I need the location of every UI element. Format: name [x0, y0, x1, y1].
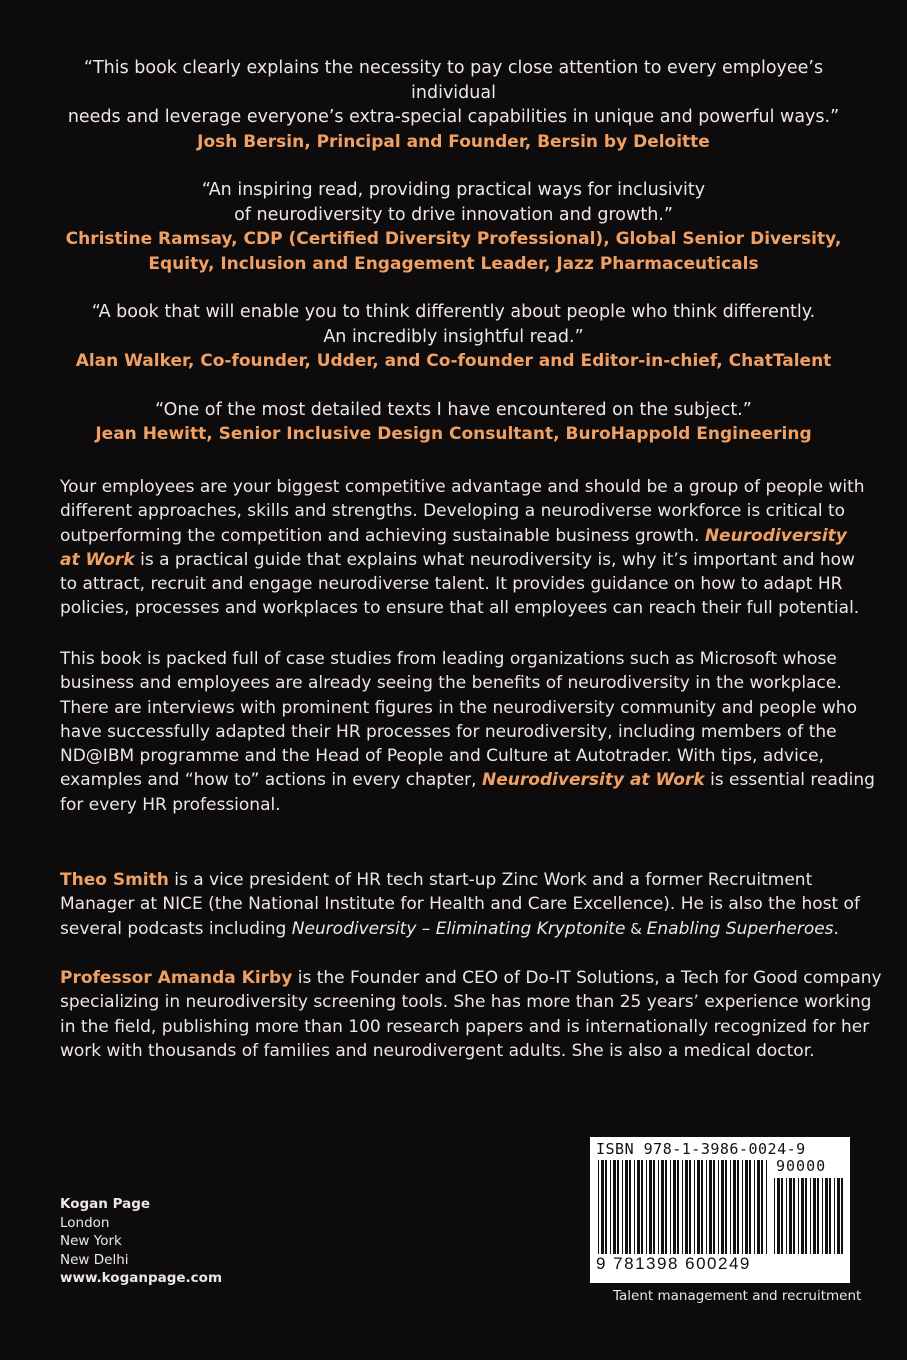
endorsements — [40, 56, 867, 471]
barcode-bar — [598, 1160, 599, 1254]
barcode-bar — [701, 1160, 703, 1254]
attribution-line: Alan Walker, Co-founder, Udder, and Co-founder and Editor-in-chief, ChatTalent — [75, 351, 832, 371]
text-line: Manager at NICE (the National Institute for Health and Care Excellence). He is also the host of — [60, 894, 860, 915]
barcode-bar — [649, 1160, 652, 1254]
quote-line: “One of the most detailed texts I have encountered on the subject.” — [155, 399, 752, 420]
text-run: outperforming the competition and achieving sustainable business growth. — [60, 525, 705, 546]
text-run: is the Founder and CEO of Do-IT Solutions, a Tech for Good company — [292, 968, 882, 988]
text-line: Your employees are your biggest competitive advantage and should be a group of people with — [60, 477, 865, 497]
barcode-bar — [646, 1160, 647, 1254]
barcode-bar — [834, 1178, 835, 1254]
barcode-bar — [673, 1160, 676, 1254]
text-run: several podcasts including — [60, 918, 292, 939]
isbn-label: ISBN 978-1-3986-0024-9 — [596, 1140, 806, 1158]
text-line: to attract, recruit and engage neurodiverse talent. It provides guidance on how to adapt HR — [60, 574, 843, 595]
barcode-bar — [634, 1160, 635, 1254]
barcode-bars — [598, 1160, 770, 1254]
barcode-bar — [629, 1160, 631, 1254]
barcode-bar — [697, 1160, 700, 1254]
publisher-city: New York — [60, 1233, 122, 1249]
barcode-bar — [829, 1178, 831, 1254]
text-line: in the field, publishing more than 100 research papers and is internationally recognized for her — [60, 1016, 870, 1037]
quote-attribution — [40, 422, 867, 447]
quote-text — [40, 398, 867, 423]
quote-line: “An inspiring read, providing practical ways for inclusivity — [201, 180, 706, 200]
barcode-bar — [761, 1160, 763, 1254]
quote-line: of neurodiversity to drive innovation and growth.” — [234, 204, 673, 225]
barcode-bar — [801, 1178, 804, 1254]
barcode-bar — [637, 1160, 640, 1254]
barcode-bar — [625, 1160, 628, 1254]
endorsement-quote — [40, 56, 867, 154]
addon-barcode-bars — [774, 1178, 844, 1254]
text-run: & — [625, 919, 647, 938]
barcode-bar — [610, 1160, 611, 1254]
barcode-bar — [749, 1160, 751, 1254]
barcode-bar — [757, 1160, 760, 1254]
barcode-bar — [661, 1160, 664, 1254]
barcode-bar — [718, 1160, 719, 1254]
text-line — [60, 868, 850, 892]
quote-attribution — [40, 227, 867, 276]
attribution-line: Christine Ramsay, CDP (Certified Diversity Professional), Global Senior Diversity, — [65, 229, 842, 249]
quote-attribution — [40, 130, 867, 155]
barcode-bar — [725, 1160, 727, 1254]
attribution-line: Jean Hewitt, Senior Inclusive Design Consultant, BuroHappold Engineering — [95, 424, 812, 444]
endorsement-quote — [40, 178, 867, 276]
quote-line: needs and leverage everyone’s extra-special capabilities in unique and powerful ways.” — [67, 107, 840, 127]
barcode-bar — [766, 1160, 767, 1254]
text-run: examples and “how to” actions in every chapter, — [60, 770, 482, 791]
endorsement-quote — [40, 398, 867, 447]
publisher-url: www.koganpage.com — [60, 1270, 223, 1286]
text-line — [60, 548, 855, 572]
text-run: is a vice president of HR tech start-up Zinc Work and a former Recruitment — [168, 870, 813, 890]
barcode-bar — [777, 1178, 780, 1254]
text-line: have successfully adapted their HR processes for neurodiversity, including members of the — [60, 721, 837, 742]
text-line: for every HR professional. — [60, 794, 281, 815]
barcode-bar — [713, 1160, 715, 1254]
text-run: is a practical guide that explains what neurodiversity is, why it’s important and how — [134, 549, 855, 570]
barcode-bar — [813, 1178, 816, 1254]
text-run: is essential reading — [704, 770, 875, 791]
text-run: . — [833, 918, 839, 939]
barcode-bar — [653, 1160, 655, 1254]
podcast-title: Enabling Superheroes — [646, 918, 834, 939]
barcode-bar — [682, 1160, 683, 1254]
book-title: at Work — [60, 549, 135, 570]
description-paragraph-2 — [60, 647, 875, 817]
text-line: This book is packed full of case studies from leading organizations such as Microsoft whose — [60, 649, 837, 669]
text-line — [60, 524, 850, 548]
barcode-bar — [730, 1160, 731, 1254]
barcode-bar — [665, 1160, 667, 1254]
publisher-name: Kogan Page — [60, 1196, 151, 1212]
barcode-bar — [774, 1178, 775, 1254]
barcode-bar — [670, 1160, 671, 1254]
author-bio-theo-smith — [60, 868, 860, 941]
publisher-city: New Delhi — [60, 1251, 129, 1268]
publisher-city: London — [60, 1214, 110, 1231]
barcode-bar — [622, 1160, 623, 1254]
barcode-bar — [805, 1178, 807, 1254]
barcode-bar — [721, 1160, 724, 1254]
ean-digits: 9 781398 600249 — [596, 1254, 751, 1273]
price-code: 90000 — [776, 1157, 827, 1175]
quote-attribution — [40, 349, 867, 374]
book-title: Neurodiversity — [704, 525, 847, 546]
barcode-bar — [745, 1160, 748, 1254]
text-line: specializing in neurodiversity screening tools. She has more than 25 years’ experience working — [60, 992, 872, 1013]
quote-line: An incredibly insightful read.” — [323, 326, 584, 347]
text-line: business and employees are already seeing the benefits of neurodiversity in the workplace. — [60, 673, 842, 694]
barcode-bar — [617, 1160, 619, 1254]
barcode-bar — [601, 1160, 604, 1254]
quote-text — [40, 178, 867, 227]
book-title: Neurodiversity at Work — [481, 770, 705, 791]
text-line: different approaches, skills and strengths. Developing a neurodiverse workforce is critical to — [60, 501, 846, 522]
description-paragraph-1 — [60, 475, 865, 621]
author-name: Theo Smith — [60, 870, 169, 890]
text-line: work with thousands of families and neurodivergent adults. She is also a medical doctor. — [60, 1040, 815, 1061]
barcode-bar — [789, 1178, 792, 1254]
barcode-bar — [781, 1178, 783, 1254]
barcode-bar — [605, 1160, 607, 1254]
author-bio-amanda-kirby — [60, 966, 882, 1063]
barcode-bar — [810, 1178, 811, 1254]
barcode-bar — [742, 1160, 743, 1254]
barcode-bar — [677, 1160, 679, 1254]
barcode-bar — [825, 1178, 828, 1254]
barcode-bar — [658, 1160, 659, 1254]
attribution-line: Josh Bersin, Principal and Founder, Bersin by Deloitte — [197, 131, 710, 152]
quote-line: “A book that will enable you to think differently about people who think differently. — [91, 302, 816, 322]
barcode-bar — [709, 1160, 712, 1254]
barcode-bar — [689, 1160, 691, 1254]
text-line: policies, processes and workplaces to ensure that all employees can reach their full potential. — [60, 598, 860, 619]
barcode-bar — [817, 1178, 819, 1254]
quote-line: “This book clearly explains the necessity to pay close attention to every employee’s individual — [83, 58, 824, 103]
barcode-bar — [613, 1160, 616, 1254]
barcode-bar — [841, 1178, 843, 1254]
text-line: ND@IBM programme and the Head of People and Culture at Autotrader. With tips, advice, — [60, 746, 824, 767]
barcode-bar — [793, 1178, 795, 1254]
barcode-bar — [694, 1160, 695, 1254]
quote-text — [40, 300, 867, 349]
publisher-info — [60, 1195, 222, 1288]
barcode-bar — [737, 1160, 739, 1254]
barcode-bar — [685, 1160, 688, 1254]
attribution-line: Equity, Inclusion and Engagement Leader, Jazz Pharmaceuticals — [148, 253, 759, 274]
barcode-bar — [733, 1160, 736, 1254]
barcode-bar — [754, 1160, 755, 1254]
barcode-bar — [641, 1160, 643, 1254]
barcode-bar — [706, 1160, 707, 1254]
text-line: There are interviews with prominent figures in the neurodiversity community and people who — [60, 697, 857, 718]
text-line — [60, 966, 882, 990]
author-name: Professor Amanda Kirby — [60, 968, 293, 988]
barcode-bar — [798, 1178, 799, 1254]
barcode-bar — [837, 1178, 840, 1254]
barcode-bar — [786, 1178, 787, 1254]
quote-text — [40, 56, 867, 130]
category-label: Talent management and recruitment — [613, 1288, 862, 1304]
text-line — [60, 768, 875, 792]
text-line — [60, 917, 850, 941]
endorsement-quote — [40, 300, 867, 374]
podcast-title: Neurodiversity – Eliminating Kryptonite — [291, 918, 626, 939]
barcode-bar — [822, 1178, 823, 1254]
